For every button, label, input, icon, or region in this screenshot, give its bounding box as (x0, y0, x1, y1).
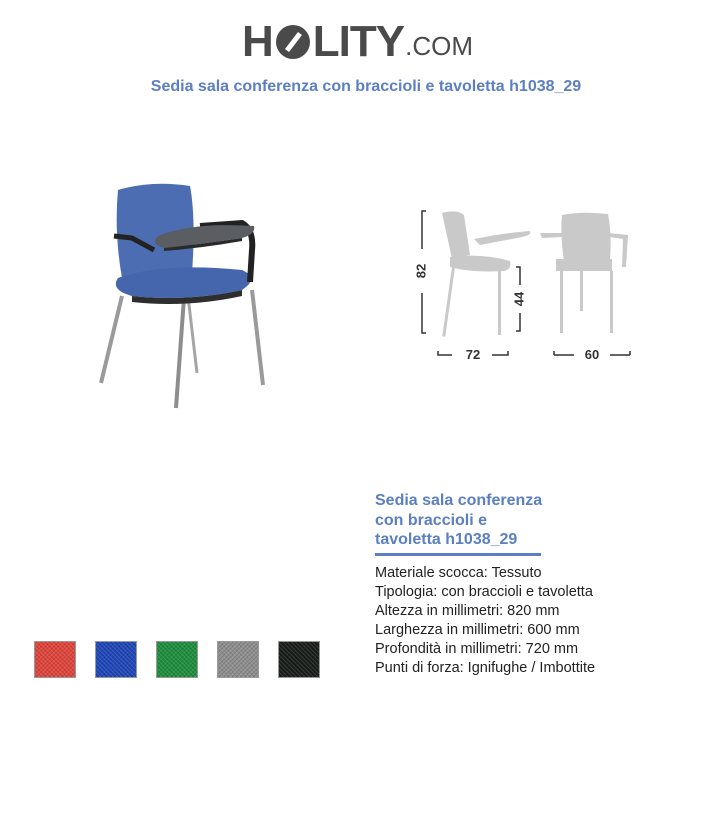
swatch-grey[interactable] (217, 641, 259, 678)
logo-text-lity: LITY (312, 17, 405, 66)
spec-item-width: Larghezza in millimetri: 600 mm (375, 622, 580, 638)
spec-item-material: Materiale scocca: Tessuto (375, 565, 542, 581)
dim-height-label: 82 (413, 263, 429, 279)
spec-list (375, 564, 595, 678)
dimension-diagram (412, 205, 637, 363)
dim-seat-height-label: 44 (511, 291, 527, 307)
spec-item-features: Punti di forza: Ignifughe / Imbottite (375, 660, 596, 676)
logo-text-h: H (242, 17, 273, 66)
product-heading-line: tavoletta h1038_29 (375, 531, 518, 548)
product-photo (92, 178, 277, 414)
heading-divider (375, 553, 541, 556)
product-heading (375, 491, 555, 550)
page-title: Sedia sala conferenza con braccioli e tavoletta h1038_29 (150, 78, 582, 95)
product-heading-line: con braccioli e (375, 511, 488, 529)
logo-text-com: .COM (405, 31, 473, 61)
dim-width-label: 60 (584, 347, 600, 362)
holity-logo[interactable] (242, 8, 502, 68)
product-heading-line: Sedia sala conferenza (375, 492, 543, 509)
swatch-blue[interactable] (95, 641, 137, 678)
spec-item-depth: Profondità in millimetri: 720 mm (375, 641, 579, 657)
swatch-black[interactable] (278, 641, 320, 678)
dim-depth-label: 72 (465, 347, 481, 362)
swatch-red[interactable] (34, 641, 76, 678)
spec-item-height: Altezza in millimetri: 820 mm (375, 603, 560, 619)
swatch-green[interactable] (156, 641, 198, 678)
spec-item-type: Tipologia: con braccioli e tavoletta (375, 584, 593, 600)
logo-globe-icon (274, 23, 312, 61)
